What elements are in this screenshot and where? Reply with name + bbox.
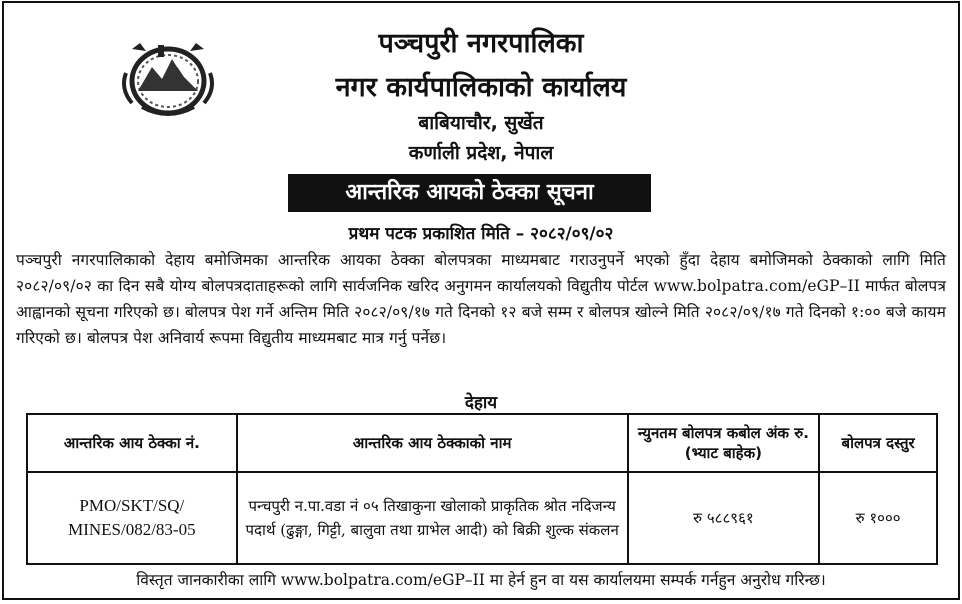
cell-contract-no: PMO/SKT/SQ/ MINES/082/83-05 bbox=[27, 472, 237, 564]
office-province: कर्णाली प्रदेश, नेपाल bbox=[408, 142, 554, 164]
cell-min-bid: रु ५८८९६१ bbox=[628, 472, 820, 564]
notice-body: पञ्चपुरी नगरपालिकाको देहाय बमोजिमका आन्तरिक आयका ठेक्का बोलपत्रका माध्यमबाट गराउनुपर्ने भएको हुँदा देहाय बमोजिमको ठेक्काको लागि मिति २०८२/०९/०२ का दिन सबै योग्य बोलपत्रदाताहरूको लागि सार्वजनिक खरिद अनुगमन कार्यालयको विद्युतीय पोर्टल www.bolpatra.com/eGP–II मार्फत बोलपत्र आह्वानको सूचना गरिएको छ। बोलपत्र पेश गर्ने अन्तिम मिति २०८२/०९/१७ गते दिनको १२ बजे सम्म र बोलपत्र खोल्ने मिति २०८२/०९/१७ गते दिनको १:०० बजे कायम गरिएको छ। बोलपत्र पेश अनिवार्य रूपमा विद्युतीय माध्यमबाट मात्र गर्नु पर्नेछ। bbox=[16, 251, 946, 347]
table-row bbox=[27, 472, 937, 564]
col-header-min-bid: न्युनतम बोलपत्र कबोल अंक रु. (भ्याट बाहेक) bbox=[628, 414, 820, 472]
notice-title: आन्तरिक आयको ठेक्का सूचना bbox=[288, 174, 651, 212]
notice-page bbox=[2, 1, 960, 600]
tender-table bbox=[26, 413, 938, 565]
table-header-row bbox=[27, 414, 937, 472]
office-address: बाबियाचौर, सुर्खेत bbox=[418, 112, 544, 134]
cell-contract-name: पन्चपुरी न.पा.वडा नं ०५ तिखाकुना खोलाको प्राकृतिक श्रोत नदिजन्य पदार्थ (ढुङ्गा, गिट्टी, बालुवा तथा ग्राभेल आदी) को बिक्री शुल्क संकलन bbox=[237, 472, 628, 564]
table-caption: देहाय bbox=[464, 393, 498, 413]
col-header-contract-no: आन्तरिक आय ठेक्का नं. bbox=[27, 414, 237, 472]
col-header-contract-name: आन्तरिक आय ठेक्काको नाम bbox=[237, 414, 628, 472]
municipality-name: पञ्चपुरी नगरपालिका bbox=[378, 28, 584, 59]
office-name: नगर कार्यपालिकाको कार्यालय bbox=[335, 72, 627, 103]
col-header-bid-fee: बोलपत्र दस्तुर bbox=[819, 414, 937, 472]
cell-bid-fee: रु १००० bbox=[819, 472, 937, 564]
footer-note: विस्तृत जानकारीका लागि www.bolpatra.com/eGP–II मा हेर्न हुन वा यस कार्यालयमा सम्पर्क गर्नहुन अनुरोध गरिन्छ। bbox=[136, 571, 826, 589]
first-published-date: प्रथम पटक प्रकाशित मिति – २०८२/०९/०२ bbox=[348, 224, 614, 244]
